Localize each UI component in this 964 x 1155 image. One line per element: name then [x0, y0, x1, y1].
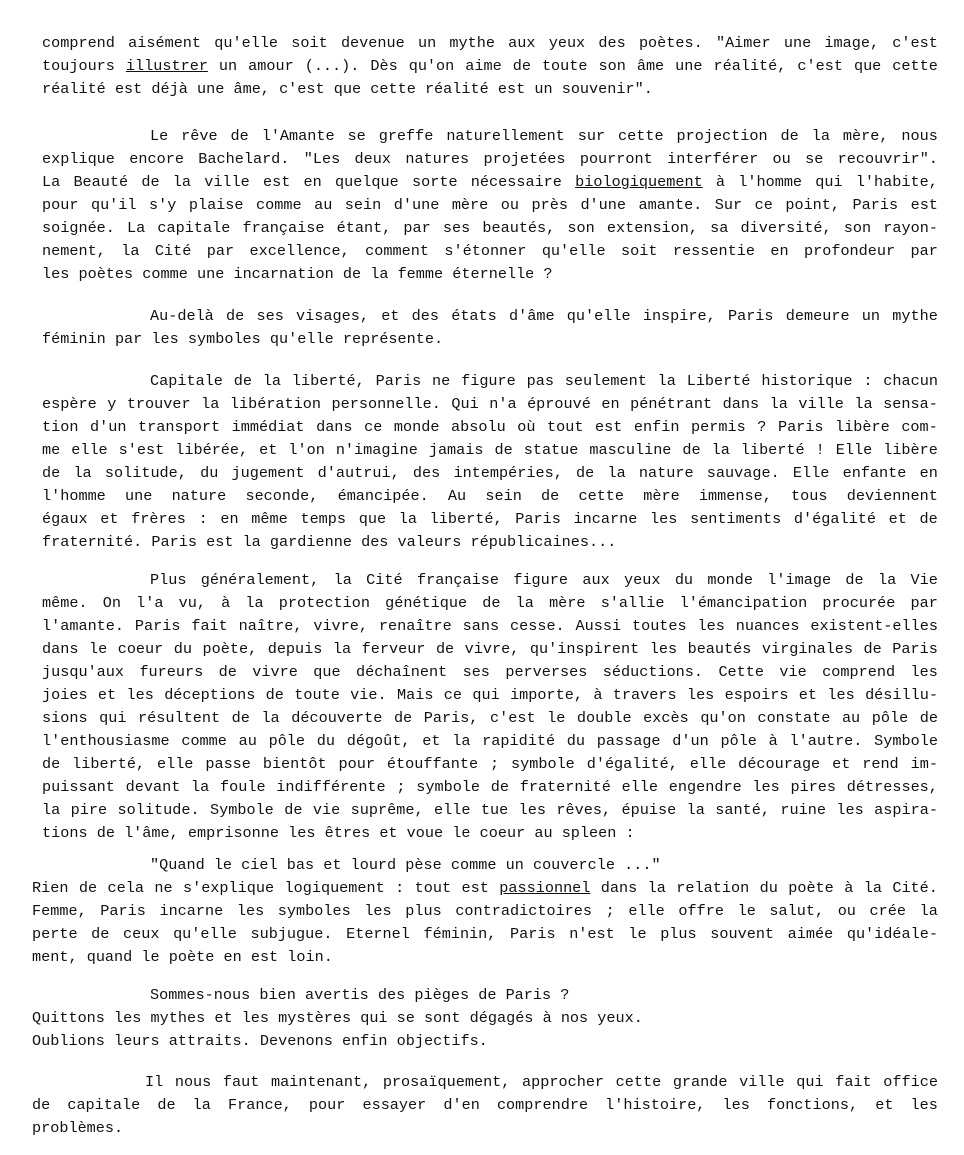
text-line: explique encore Bachelard. "Les deux natures projetées pourront interférer ou se recouvrir".: [42, 150, 938, 168]
text-line: me elle s'est libérée, et l'on n'imagine jamais de statue masculine de la liberté ! Elle libère: [42, 441, 938, 459]
text-line: perte de ceux qu'elle subjugue. Eternel féminin, Paris n'est le plus souvent aimée qu'idéale-: [32, 925, 938, 943]
text-line: réalité est déjà une âme, c'est que cette réalité est un souvenir".: [42, 80, 653, 98]
text-line: Il nous faut maintenant, prosaïquement, approcher cette grande ville qui fait office: [145, 1073, 938, 1091]
text-line: l'amante. Paris fait naître, vivre, renaître sans cesse. Aussi toutes les nuances existent-elles: [42, 617, 938, 635]
text-line: La Beauté de la ville est en quelque sorte nécessaire biologiquement à l'homme qui l'habite,: [42, 173, 938, 191]
text-line: la pire solitude. Symbole de vie suprême, elle tue les rêves, épuise la santé, ruine les aspira-: [42, 801, 938, 819]
text-line: soignée. La capitale française étant, par ses beautés, son extension, sa diversité, son rayon-: [42, 219, 938, 237]
text-line: dans le coeur du poète, depuis la ferveur de vivre, qu'inspirent les beautés virginales de Paris: [42, 640, 938, 658]
text-line: Sommes-nous bien avertis des pièges de Paris ?: [150, 986, 570, 1004]
text-line: de la solitude, du jugement d'autrui, des intempéries, de la nature sauvage. Elle enfante en: [42, 464, 938, 482]
text-line: même. On l'a vu, à la protection génétique de la mère s'allie l'émancipation procurée par: [42, 594, 938, 612]
text-line: jusqu'aux fureurs de vivre que déchaînent ses perverses séductions. Cette vie comprend les: [42, 663, 938, 681]
text-line: Capitale de la liberté, Paris ne figure pas seulement la Liberté historique : chacun: [150, 372, 938, 390]
text-line: tions de l'âme, emprisonne les êtres et voue le coeur au spleen :: [42, 824, 635, 842]
text-line: fraternité. Paris est la gardienne des valeurs républicaines...: [42, 533, 617, 551]
text-line: l'enthousiasme comme au pôle du dégoût, et la rapidité du passage d'un pôle à l'autre. Symbole: [42, 732, 938, 750]
text-line: de liberté, elle passe bientôt pour étouffante ; symbole d'égalité, elle décourage et rend im-: [42, 755, 938, 773]
text-line: sions qui résultent de la découverte de Paris, c'est le double excès qu'on constate au pôle de: [42, 709, 938, 727]
text-line: comprend aisément qu'elle soit devenue un mythe aux yeux des poètes. "Aimer une image, c'est: [42, 34, 938, 52]
text-line: ment, quand le poète en est loin.: [32, 948, 333, 966]
text-line: pour qu'il s'y plaise comme au sein d'une mère ou près d'une amante. Sur ce point, Paris est: [42, 196, 938, 214]
text-line: Plus généralement, la Cité française figure aux yeux du monde l'image de la Vie: [150, 571, 938, 589]
text-line: "Quand le ciel bas et lourd pèse comme un couvercle ...": [150, 856, 661, 874]
text-line: problèmes.: [32, 1119, 124, 1137]
text-line: puissant devant la foule indifférente ; symbole de fraternité elle engendre les pires détresses,: [42, 778, 938, 796]
text-line: Femme, Paris incarne les symboles les plus contradictoires ; elle offre le salut, ou crée la: [32, 902, 938, 920]
text-line: tion d'un transport immédiat dans ce monde absolu où tout est enfin permis ? Paris libère com-: [42, 418, 938, 436]
text-line: féminin par les symboles qu'elle représente.: [42, 330, 444, 348]
text-line: nement, la Cité par excellence, comment s'étonner qu'elle soit ressentie en profondeur par: [42, 242, 938, 260]
text-line: toujours illustrer un amour (...). Dès qu'on aime de toute son âme une réalité, c'est que cette: [42, 57, 938, 75]
text-line: les poètes comme une incarnation de la femme éternelle ?: [42, 265, 553, 283]
text-line: Oublions leurs attraits. Devenons enfin objectifs.: [32, 1032, 488, 1050]
text-line: joies et les déceptions de toute vie. Mais ce qui importe, à travers les espoirs et les désillu-: [42, 686, 938, 704]
text-line: espère y trouver la libération personnelle. Qui n'a éprouvé en pénétrant dans la ville la sensa-: [42, 395, 938, 413]
text-line: de capitale de la France, pour essayer d'en comprendre l'histoire, les fonctions, et les: [32, 1096, 938, 1114]
text-line: Le rêve de l'Amante se greffe naturellement sur cette projection de la mère, nous: [150, 127, 938, 145]
text-line: Rien de cela ne s'explique logiquement : tout est passionnel dans la relation du poète à la Cité.: [32, 879, 938, 897]
text-line: Quittons les mythes et les mystères qui se sont dégagés à nos yeux.: [32, 1009, 643, 1027]
text-line: Au-delà de ses visages, et des états d'âme qu'elle inspire, Paris demeure un mythe: [150, 307, 938, 325]
text-line: l'homme une nature seconde, émancipée. Au sein de cette mère immense, tous deviennent: [42, 487, 938, 505]
text-line: égaux et frères : en même temps que la liberté, Paris incarne les sentiments d'égalité et de: [42, 510, 938, 528]
